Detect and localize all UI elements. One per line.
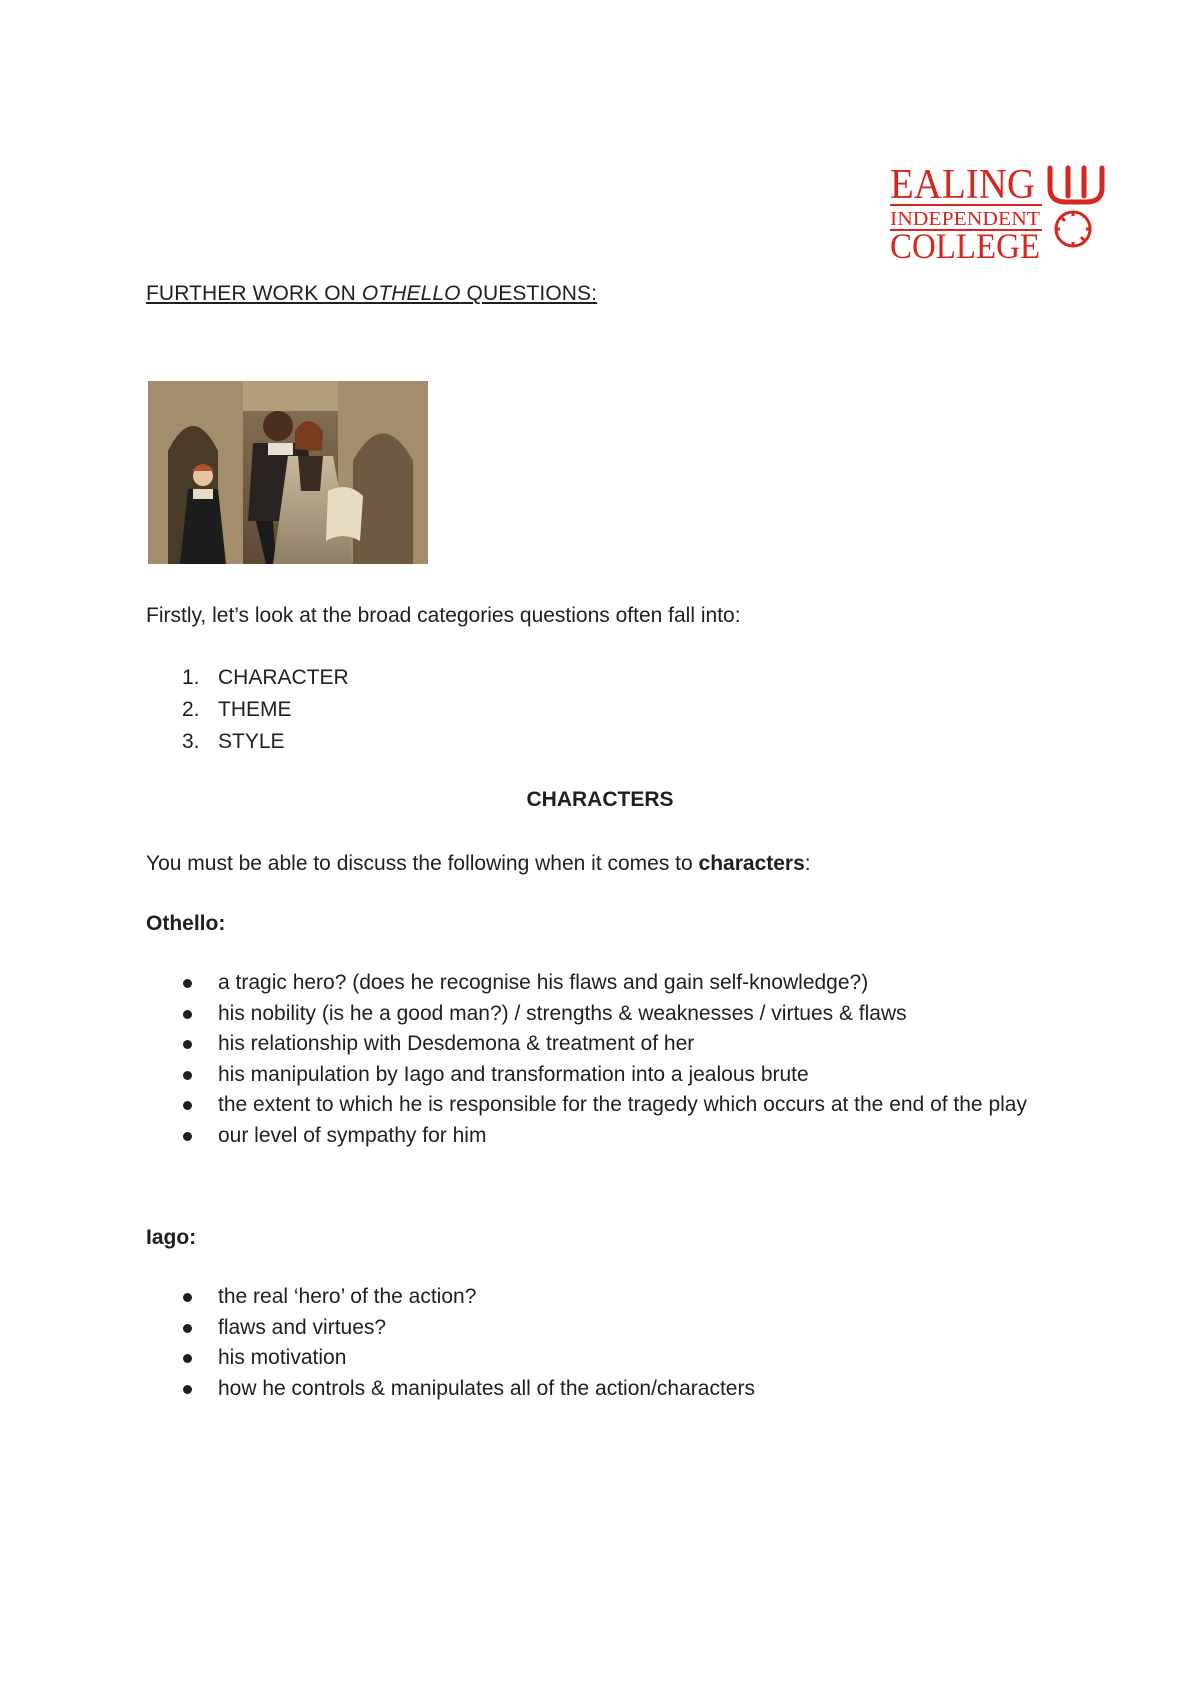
list-number: 2. — [182, 698, 200, 721]
list-item — [146, 999, 1046, 1030]
logo-line-3: COLLEGE — [890, 226, 1040, 266]
list-item-text: a tragic hero? (does he recognise his flaws and gain self-knowledge?) — [218, 971, 869, 994]
title-prefix: FURTHER WORK ON — [146, 282, 362, 305]
iago-heading: Iago: — [146, 1226, 197, 1249]
intro-text: Firstly, let’s look at the broad categories questions often fall into: — [146, 604, 741, 627]
list-item — [146, 1121, 1046, 1152]
list-item-text: his manipulation by Iago and transformation into a jealous brute — [218, 1062, 809, 1086]
title-suffix: QUESTIONS: — [460, 282, 598, 305]
list-item-label: THEME — [218, 698, 292, 721]
othello-list — [146, 968, 1046, 1151]
list-item — [146, 694, 349, 726]
characters-paragraph — [146, 852, 811, 876]
list-item — [146, 1343, 1046, 1374]
theatre-scene-photo — [148, 381, 428, 564]
list-item — [146, 662, 349, 694]
characters-heading: CHARACTERS — [526, 788, 674, 811]
title-italic: OTHELLO — [361, 282, 461, 305]
list-number: 3. — [182, 730, 200, 753]
bullet-icon — [183, 1010, 192, 1019]
bullet-icon — [183, 1040, 192, 1049]
page-title — [146, 282, 597, 306]
bullet-icon — [183, 1324, 192, 1333]
list-item-text: our level of sympathy for him — [218, 1123, 487, 1147]
list-item — [146, 1029, 1046, 1060]
logo-line-1: EALING — [890, 162, 1035, 208]
list-item-text: his motivation — [218, 1346, 347, 1369]
para-end: : — [804, 852, 811, 875]
crown-emblem-icon — [1050, 168, 1102, 202]
list-item — [146, 1374, 1046, 1405]
list-item-text: his relationship with Desdemona & treatment of her — [218, 1032, 695, 1055]
bullet-icon — [183, 1293, 192, 1302]
bullet-icon — [183, 1071, 192, 1080]
iago-list — [146, 1282, 1046, 1404]
list-item — [146, 1282, 1046, 1313]
list-item-text: the real ‘hero’ of the action? — [218, 1285, 477, 1308]
list-item-text: his nobility (is he a good man?) / strengths & weaknesses / virtues & flaws — [218, 1001, 907, 1025]
list-item-text: how he controls & manipulates all of the action/characters — [218, 1376, 755, 1400]
list-item — [146, 1090, 1046, 1121]
list-item-label: CHARACTER — [218, 666, 349, 689]
list-item-text: the extent to which he is responsible for the tragedy which occurs at the end of the play — [218, 1093, 1027, 1116]
college-logo — [890, 162, 1115, 272]
para-text: You must be able to discuss the following when it comes to — [146, 852, 699, 875]
bullet-icon — [183, 1385, 192, 1394]
list-number: 1. — [182, 666, 200, 689]
clock-emblem-icon — [1056, 212, 1090, 246]
list-item — [146, 1060, 1046, 1091]
list-item-text: flaws and virtues? — [218, 1315, 387, 1339]
para-bold: characters — [698, 852, 805, 875]
bullet-icon — [183, 1132, 192, 1141]
logo-line-2: INDEPENDENT — [890, 208, 1040, 230]
othello-heading: Othello: — [146, 912, 226, 935]
list-item-label: STYLE — [218, 730, 285, 753]
list-item — [146, 726, 349, 758]
bullet-icon — [183, 979, 192, 988]
list-item — [146, 968, 1046, 999]
list-item — [146, 1313, 1046, 1344]
bullet-icon — [183, 1354, 192, 1363]
bullet-icon — [183, 1101, 192, 1110]
categories-list — [146, 662, 349, 758]
